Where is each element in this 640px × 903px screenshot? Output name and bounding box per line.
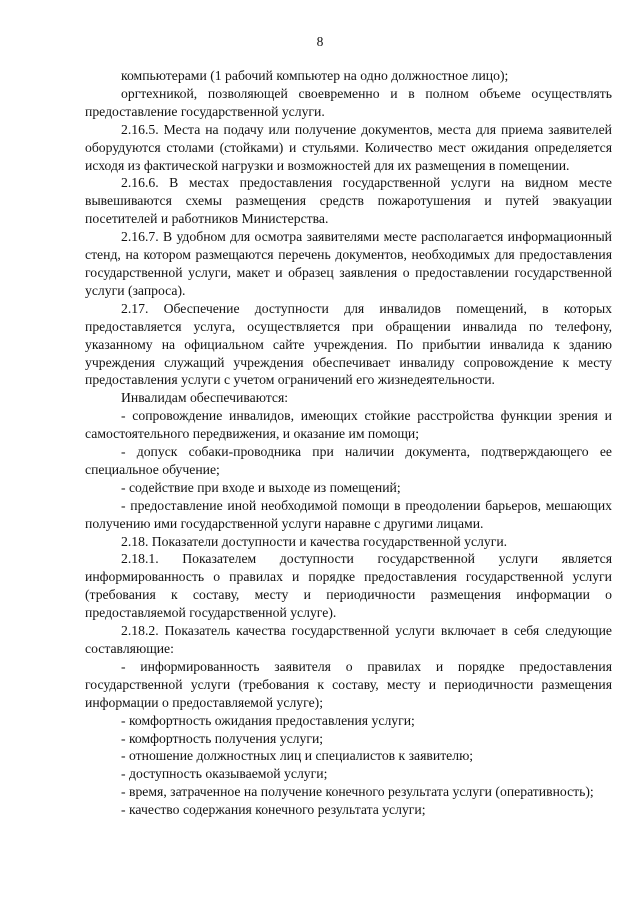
list-item: - содействие при входе и выходе из помещений; xyxy=(121,479,401,495)
list-item: - качество содержания конечного результата услуги; xyxy=(121,802,426,818)
paragraph: 2.18. Показатели доступности и качества государственной услуги. xyxy=(121,533,508,549)
list-item: - допуск собаки-проводника при наличии документа, подтверждающего ее специальное обучение; xyxy=(85,444,612,477)
list-item: - время, затраченное на получение конечного результата услуги (оперативность); xyxy=(121,784,594,800)
paragraph: 2.16.7. В удобном для осмотра заявителями месте располагается информационный стенд, на котором размещаются перечень документов, необходимых для предоставления государственной услуги, макет и образец заявления о предоставлении государственной услуги (запроса). xyxy=(85,229,612,298)
paragraph: оргтехникой, позволяющей своевременно и в полном объеме осуществлять предоставление государственной услуги. xyxy=(85,85,612,119)
paragraph: 2.16.6. В местах предоставления государственной услуги на видном месте вывешиваются схемы размещения средств пожаротушения и путей эвакуации посетителей и работников Министерства. xyxy=(85,175,612,227)
list-item: - сопровождение инвалидов, имеющих стойкие расстройства функции зрения и самостоятельного передвижения, и оказание им помощи; xyxy=(85,408,612,442)
paragraph: 2.18.1. Показателем доступности государственной услуги является информированность о правилах и порядке предоставления государственной услуги (требования к составу, месту и периодичности размещения информации о предоставляемой государственной услуге). xyxy=(85,551,612,621)
list-item: - предоставление иной необходимой помощи в преодолении барьеров, мешающих получению ими государственной услуги наравне с другими лицами. xyxy=(85,497,612,531)
paragraph: 2.18.2. Показатель качества государственной услуги включает в себя следующие составляющие: xyxy=(85,623,612,656)
paragraph: компьютерами (1 рабочий компьютер на одно должностное лицо); xyxy=(121,68,509,83)
document-body xyxy=(85,67,612,819)
list-item: - отношение должностных лиц и специалистов к заявителю; xyxy=(121,748,474,764)
page-number: 8 xyxy=(316,34,324,49)
list-item: - комфортность получения услуги; xyxy=(121,730,324,746)
paragraph: 2.17. Обеспечение доступности для инвалидов помещений, в которых предоставляется услуга, осуществляется при обращении инвалида по телефону, указанному на официальном сайте учреждения. По прибытии инвалида к зданию учреждения служащий учреждения обеспечивает инвалиду сопровождение к месту предоставления услуги с учетом ограничений его жизнедеятельности. xyxy=(85,300,612,388)
list-item: - информированность заявителя о правилах и порядке предоставления государственной услуги (требования к составу, месту и периодичности размещения информации о предоставляемой услуге); xyxy=(85,658,612,710)
paragraph: Инвалидам обеспечиваются: xyxy=(121,390,289,406)
list-item: - комфортность ожидания предоставления услуги; xyxy=(121,712,415,728)
list-item: - доступность оказываемой услуги; xyxy=(121,766,328,782)
paragraph: 2.16.5. Места на подачу или получение документов, места для приема заявителей оборудуются столами (стойками) и стульями. Количество мест ожидания определяется исходя из фактической нагрузки и возможностей для их размещения в помещении. xyxy=(85,121,612,173)
